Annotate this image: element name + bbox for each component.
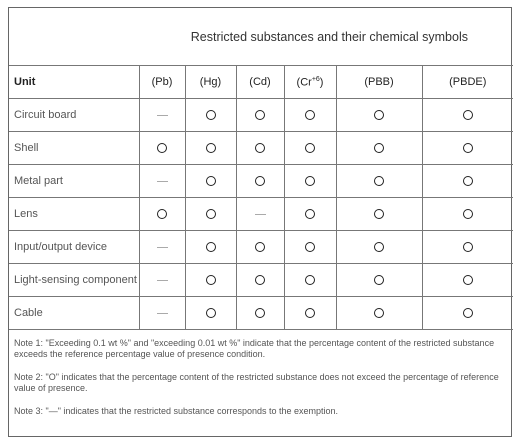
table-row bbox=[9, 231, 513, 264]
circle-mark-icon bbox=[463, 110, 473, 120]
mark-cell bbox=[422, 264, 513, 297]
mark-cell bbox=[336, 99, 422, 132]
unit-name: Cable bbox=[9, 297, 139, 330]
circle-mark-icon bbox=[463, 308, 473, 318]
note-text: Note 3: "—" indicates that the restricted substance corresponds to the exemption. bbox=[14, 406, 339, 416]
symbol-superscript: +6 bbox=[311, 75, 320, 83]
mark-cell bbox=[139, 165, 185, 198]
header-unit: Unit bbox=[9, 66, 139, 99]
circle-mark-icon bbox=[305, 143, 315, 153]
mark-cell bbox=[336, 264, 422, 297]
circle-mark-icon bbox=[463, 275, 473, 285]
unit-name: Shell bbox=[9, 132, 139, 165]
mark-cell bbox=[336, 132, 422, 165]
mark-cell bbox=[185, 165, 236, 198]
mark-cell bbox=[236, 297, 284, 330]
header-symbol bbox=[185, 66, 236, 99]
circle-mark-icon bbox=[255, 308, 265, 318]
table-title: Restricted substances and their chemical symbols bbox=[9, 8, 513, 66]
symbol-label: (Pb) bbox=[151, 76, 173, 88]
title-row bbox=[9, 8, 513, 66]
header-symbol bbox=[336, 66, 422, 99]
symbol-label: (PBB) bbox=[364, 76, 394, 88]
circle-mark-icon bbox=[463, 176, 473, 186]
circle-mark-icon bbox=[374, 275, 384, 285]
circle-mark-icon bbox=[206, 176, 216, 186]
mark-cell bbox=[422, 297, 513, 330]
circle-mark-icon bbox=[206, 209, 216, 219]
mark-cell bbox=[139, 297, 185, 330]
circle-mark-icon bbox=[255, 242, 265, 252]
unit-name: Lens bbox=[9, 198, 139, 231]
unit-name: Input/output device bbox=[9, 231, 139, 264]
mark-cell bbox=[185, 231, 236, 264]
mark-cell bbox=[139, 132, 185, 165]
unit-name: Metal part bbox=[9, 165, 139, 198]
circle-mark-icon bbox=[255, 275, 265, 285]
mark-cell bbox=[236, 99, 284, 132]
circle-mark-icon bbox=[157, 209, 167, 219]
mark-cell bbox=[336, 297, 422, 330]
mark-cell bbox=[284, 99, 336, 132]
mark-cell bbox=[236, 132, 284, 165]
circle-mark-icon bbox=[374, 209, 384, 219]
unit-name: Circuit board bbox=[9, 99, 139, 132]
mark-cell bbox=[422, 231, 513, 264]
symbol-label: (Cd) bbox=[249, 76, 271, 88]
dash-mark-icon bbox=[157, 247, 168, 248]
symbol-label: (PBDE) bbox=[449, 76, 487, 88]
mark-cell bbox=[185, 198, 236, 231]
circle-mark-icon bbox=[463, 209, 473, 219]
header-symbol bbox=[284, 66, 336, 99]
circle-mark-icon bbox=[374, 143, 384, 153]
header-symbol bbox=[236, 66, 284, 99]
mark-cell bbox=[422, 132, 513, 165]
circle-mark-icon bbox=[305, 242, 315, 252]
dash-mark-icon bbox=[157, 181, 168, 182]
mark-cell bbox=[336, 198, 422, 231]
dash-mark-icon bbox=[255, 214, 266, 215]
table-row bbox=[9, 297, 513, 330]
mark-cell bbox=[284, 297, 336, 330]
circle-mark-icon bbox=[206, 275, 216, 285]
circle-mark-icon bbox=[305, 308, 315, 318]
header-symbol bbox=[139, 66, 185, 99]
circle-mark-icon bbox=[206, 308, 216, 318]
circle-mark-icon bbox=[255, 176, 265, 186]
table-row bbox=[9, 132, 513, 165]
mark-cell bbox=[336, 165, 422, 198]
mark-cell bbox=[422, 165, 513, 198]
mark-cell bbox=[336, 231, 422, 264]
dash-mark-icon bbox=[157, 115, 168, 116]
circle-mark-icon bbox=[463, 143, 473, 153]
symbol-label: (Hg) bbox=[199, 76, 222, 88]
dash-mark-icon bbox=[157, 313, 168, 314]
dash-mark-icon bbox=[157, 280, 168, 281]
circle-mark-icon bbox=[305, 209, 315, 219]
mark-cell bbox=[236, 231, 284, 264]
mark-cell bbox=[185, 99, 236, 132]
table-row bbox=[9, 198, 513, 231]
symbol-close: ) bbox=[319, 76, 324, 89]
mark-cell bbox=[284, 264, 336, 297]
mark-cell bbox=[284, 198, 336, 231]
mark-cell bbox=[139, 231, 185, 264]
table-row bbox=[9, 99, 513, 132]
circle-mark-icon bbox=[305, 110, 315, 120]
circle-mark-icon bbox=[463, 242, 473, 252]
circle-mark-icon bbox=[305, 176, 315, 186]
mark-cell bbox=[139, 198, 185, 231]
symbol-label: (Cr bbox=[296, 76, 312, 89]
table-row bbox=[9, 165, 513, 198]
mark-cell bbox=[284, 231, 336, 264]
circle-mark-icon bbox=[157, 143, 167, 153]
unit-name: Light-sensing component bbox=[9, 264, 139, 297]
circle-mark-icon bbox=[374, 308, 384, 318]
table-row bbox=[9, 264, 513, 297]
circle-mark-icon bbox=[255, 143, 265, 153]
circle-mark-icon bbox=[206, 143, 216, 153]
mark-cell bbox=[236, 264, 284, 297]
header-row bbox=[9, 66, 513, 99]
note-text: Note 1: "Exceeding 0.1 wt %" and "exceeding 0.01 wt %" indicate that the percentage content of the restricted substance exceeds the reference percentage value of presence condition. bbox=[14, 338, 495, 359]
circle-mark-icon bbox=[206, 110, 216, 120]
circle-mark-icon bbox=[305, 275, 315, 285]
circle-mark-icon bbox=[255, 110, 265, 120]
header-symbol bbox=[422, 66, 513, 99]
substances-table bbox=[9, 8, 513, 330]
circle-mark-icon bbox=[374, 176, 384, 186]
note-text: Note 2: "O" indicates that the percentage content of the restricted substance does not exceed the percentage of reference value of presence. bbox=[14, 372, 499, 393]
mark-cell bbox=[185, 264, 236, 297]
mark-cell bbox=[422, 99, 513, 132]
circle-mark-icon bbox=[374, 110, 384, 120]
mark-cell bbox=[284, 165, 336, 198]
circle-mark-icon bbox=[374, 242, 384, 252]
mark-cell bbox=[139, 264, 185, 297]
restricted-substances-sheet bbox=[8, 7, 512, 437]
mark-cell bbox=[236, 165, 284, 198]
notes-section bbox=[9, 330, 511, 417]
mark-cell bbox=[185, 132, 236, 165]
mark-cell bbox=[284, 132, 336, 165]
mark-cell bbox=[139, 99, 185, 132]
mark-cell bbox=[422, 198, 513, 231]
mark-cell bbox=[185, 297, 236, 330]
circle-mark-icon bbox=[206, 242, 216, 252]
mark-cell bbox=[236, 198, 284, 231]
